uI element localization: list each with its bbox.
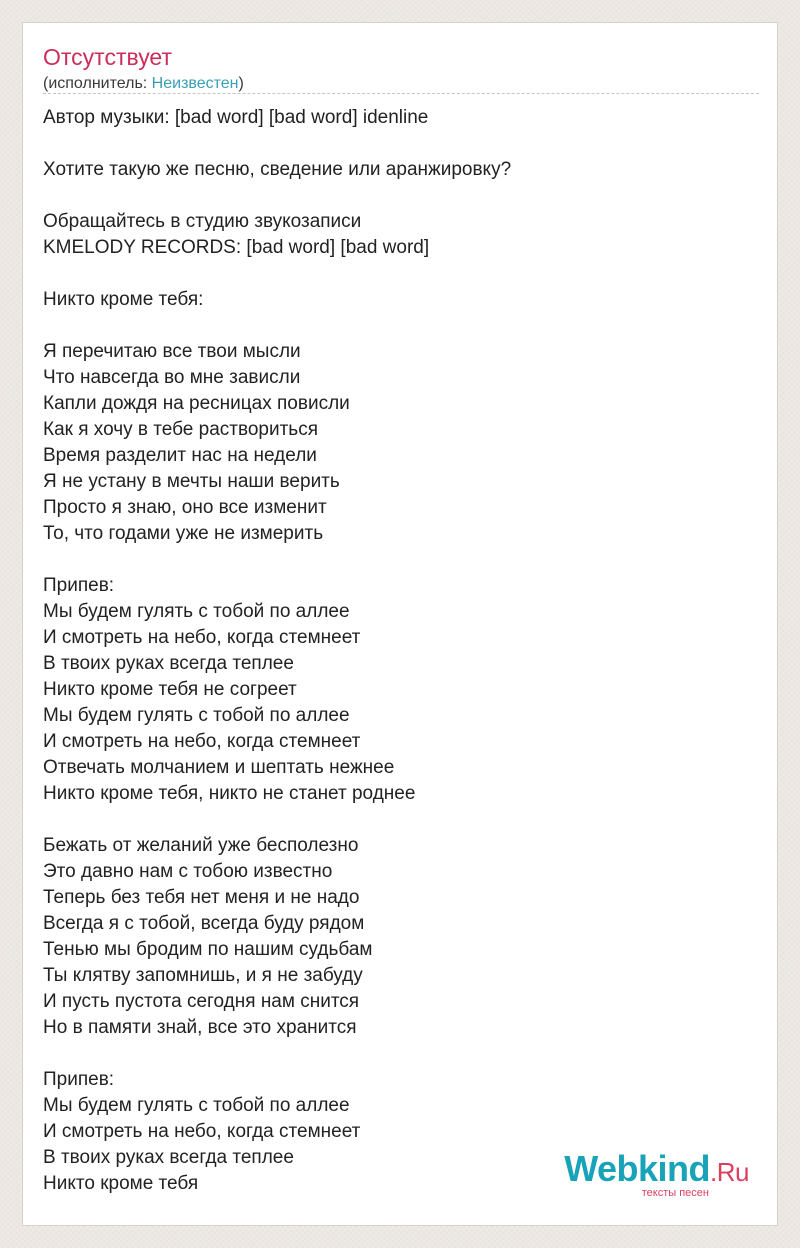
lyric-line: И пусть пустота сегодня нам снится — [43, 991, 360, 1012]
lyric-line: Никто кроме тебя — [43, 1173, 199, 1194]
blank-line — [43, 131, 759, 157]
lyric-line: И смотреть на небо, когда стемнеет — [43, 731, 361, 752]
artist-link[interactable]: Неизвестен — [151, 75, 239, 92]
lyric-line: Бежать от желаний уже бесполезно — [43, 835, 359, 856]
lyric-line: Никто кроме тебя: — [43, 289, 204, 310]
lyric-line: Я перечитаю все твои мысли — [43, 341, 301, 362]
lyrics-text — [43, 105, 759, 1197]
lyric-line: Припев: — [43, 575, 115, 596]
lyric-line: Хотите такую же песню, сведение или аранжировку? — [43, 159, 512, 180]
blank-line — [43, 261, 759, 287]
lyric-line: Мы будем гулять с тобой по аллее — [43, 1095, 350, 1116]
blank-line — [43, 1041, 759, 1067]
lyric-line: Это давно нам с тобою известно — [43, 861, 333, 882]
logo-wordmark — [564, 1148, 749, 1190]
lyric-line: Обращайтесь в студию звукозаписи — [43, 211, 362, 232]
lyric-line: И смотреть на небо, когда стемнеет — [43, 1121, 361, 1142]
logo-tld: .Ru — [710, 1157, 749, 1187]
lyric-line: В твоих руках всегда теплее — [43, 1147, 294, 1168]
lyric-line: В твоих руках всегда теплее — [43, 653, 294, 674]
lyric-line: Всегда я с тобой, всегда буду рядом — [43, 913, 365, 934]
artist-line — [43, 74, 244, 94]
site-logo[interactable] — [564, 1148, 749, 1199]
lyric-line: То, что годами уже не измерить — [43, 523, 324, 544]
lyric-line: Что навсегда во мне зависли — [43, 367, 301, 388]
artist-suffix: ) — [238, 75, 244, 92]
lyric-line: Ты клятву запомнишь, и я не забуду — [43, 965, 363, 986]
lyric-line: Тенью мы бродим по нашим судьбам — [43, 939, 373, 960]
lyric-line: Время разделит нас на недели — [43, 445, 317, 466]
lyric-line: Никто кроме тебя, никто не станет роднее — [43, 783, 416, 804]
lyric-line: Но в памяти знай, все это хранится — [43, 1017, 357, 1038]
lyric-line: KMELODY RECORDS: [bad word] [bad word] — [43, 237, 430, 258]
lyric-line: И смотреть на небо, когда стемнеет — [43, 627, 361, 648]
lyric-line: Теперь без тебя нет меня и не надо — [43, 887, 360, 908]
title-divider — [43, 93, 759, 94]
lyrics-card — [22, 22, 778, 1226]
lyric-line: Отвечать молчанием и шептать нежнее — [43, 757, 395, 778]
logo-tagline: тексты песен — [641, 1187, 709, 1199]
blank-line — [43, 547, 759, 573]
blank-line — [43, 313, 759, 339]
lyric-line: Никто кроме тебя не согреет — [43, 679, 297, 700]
lyric-line: Я не устану в мечты наши верить — [43, 471, 340, 492]
artist-prefix: (исполнитель: — [43, 75, 152, 92]
blank-line — [43, 183, 759, 209]
lyric-line: Как я хочу в тебе раствориться — [43, 419, 318, 440]
song-title: Отсутствует — [43, 44, 172, 70]
lyric-line: Мы будем гулять с тобой по аллее — [43, 601, 350, 622]
lyric-line: Просто я знаю, оно все изменит — [43, 497, 327, 518]
lyric-line: Припев: — [43, 1069, 115, 1090]
logo-name: Webkind — [564, 1148, 711, 1189]
lyric-line: Автор музыки: [bad word] [bad word] idenline — [43, 107, 429, 128]
lyric-line: Мы будем гулять с тобой по аллее — [43, 705, 350, 726]
lyric-line: Капли дождя на ресницах повисли — [43, 393, 350, 414]
blank-line — [43, 807, 759, 833]
